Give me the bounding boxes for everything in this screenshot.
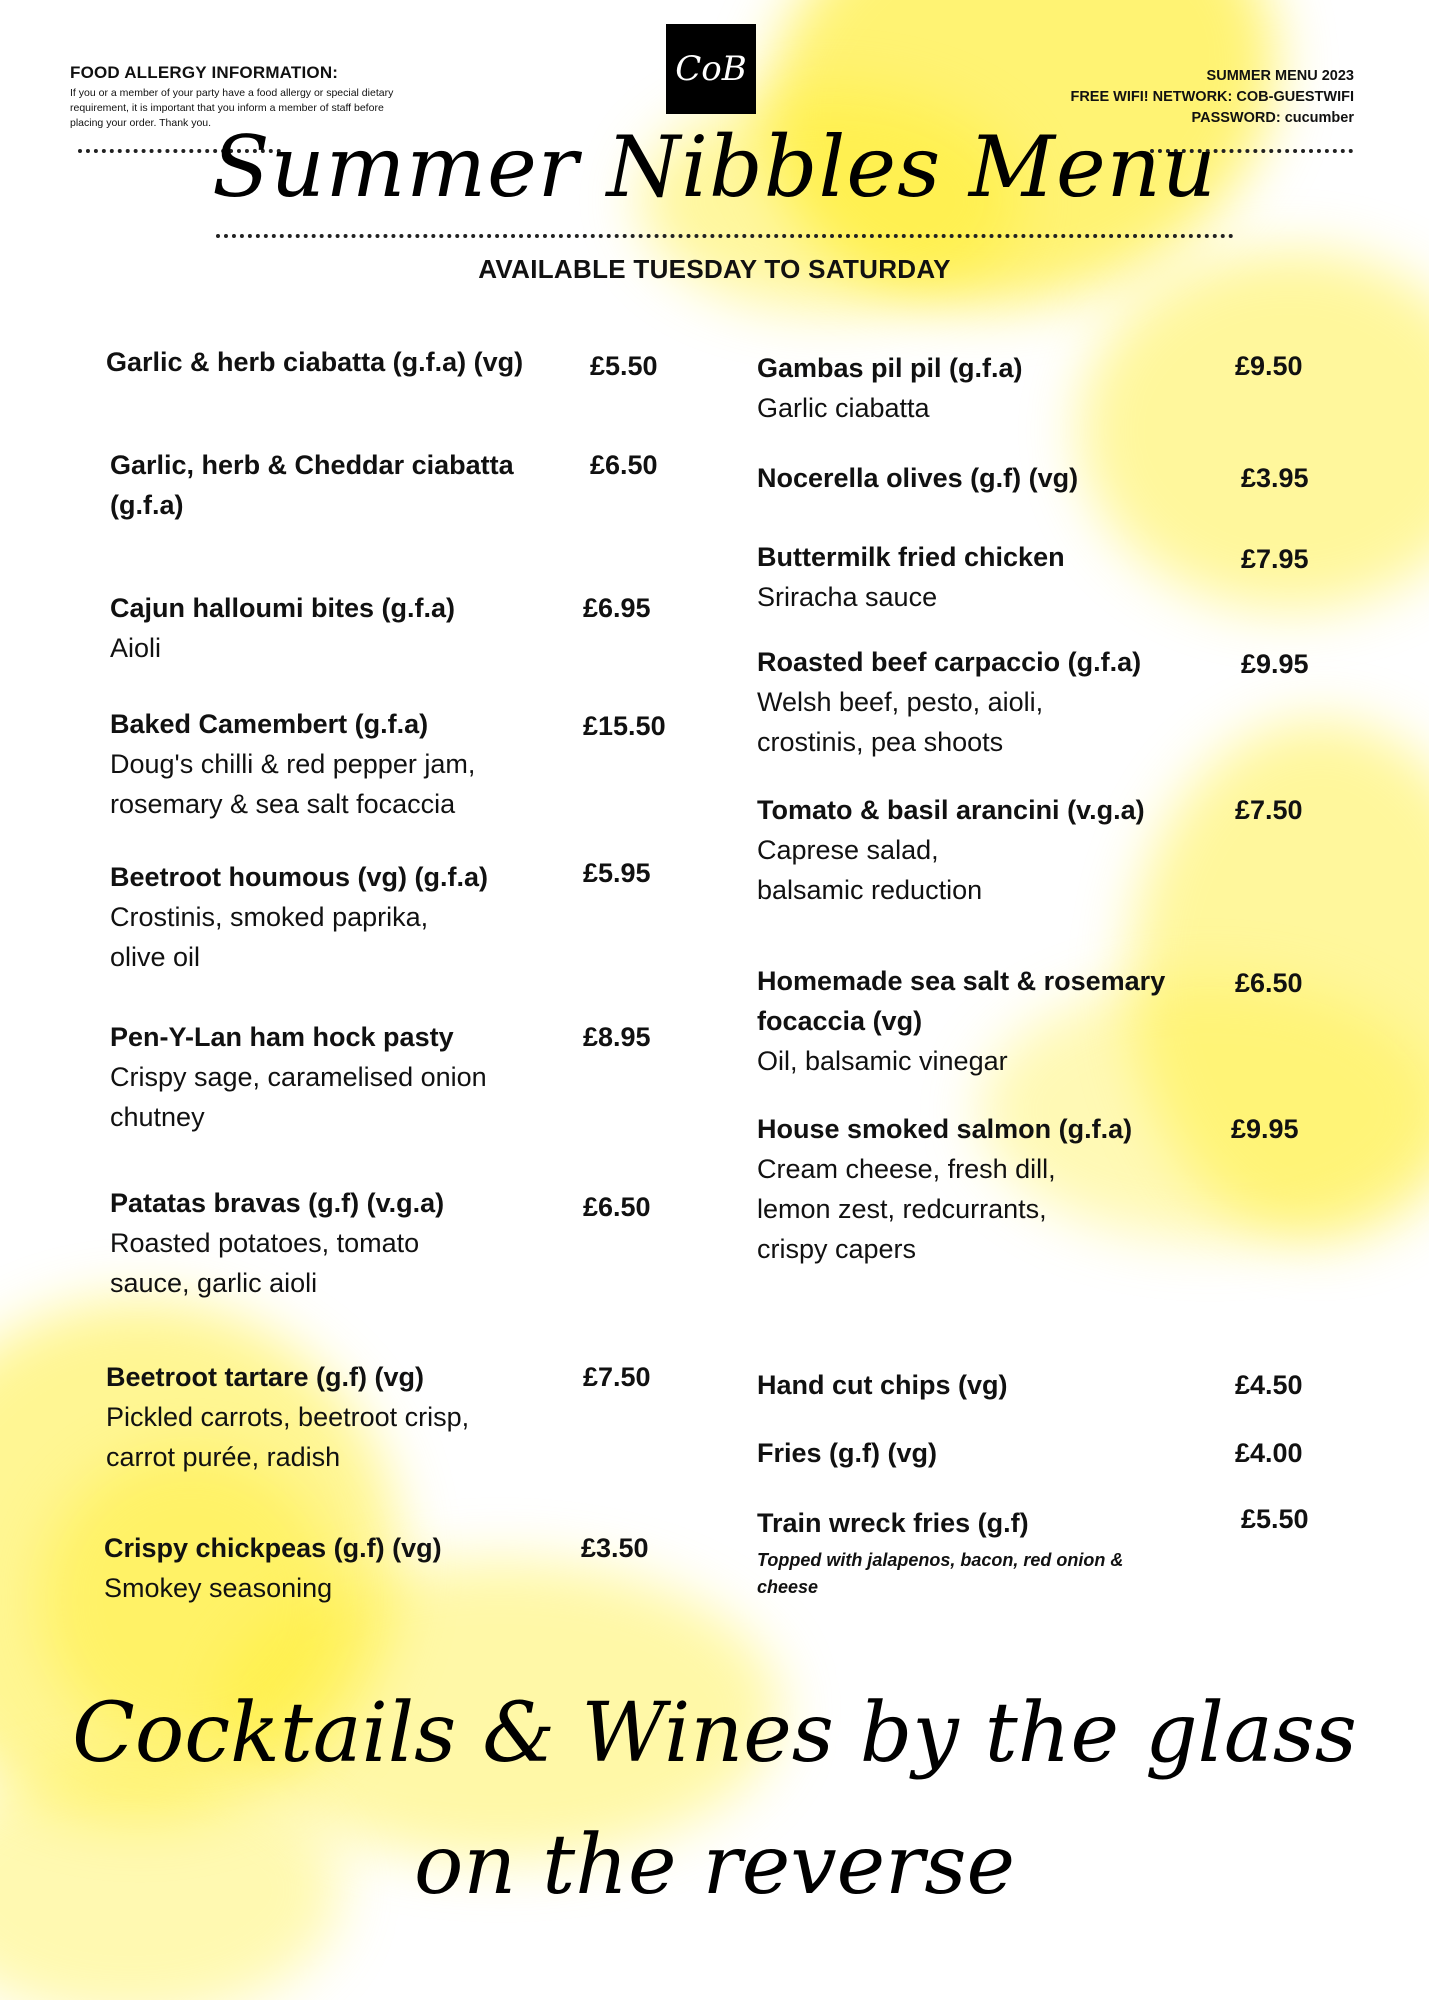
item-price: £15.50 xyxy=(583,711,666,741)
page-title: Summer Nibbles Menu xyxy=(212,118,1217,216)
item-price: £3.50 xyxy=(581,1533,649,1563)
item-price: £3.95 xyxy=(1241,463,1309,493)
item-name: Pen-Y-Lan ham hock pasty xyxy=(110,1022,454,1052)
item-description: Welsh beef, pesto, aioli, crostinis, pea shoots xyxy=(757,687,1044,757)
item-price: £5.50 xyxy=(1241,1504,1309,1534)
item-name: Tomato & basil arancini (v.g.a) xyxy=(757,795,1145,825)
item-price: £4.50 xyxy=(1235,1370,1303,1400)
menu-item xyxy=(106,342,666,382)
item-description: Smokey seasoning xyxy=(104,1573,333,1603)
item-name: Homemade sea salt & rosemary focaccia (vg) xyxy=(757,966,1166,1036)
item-name: Nocerella olives (g.f) (vg) xyxy=(757,463,1079,493)
menu-item xyxy=(757,458,1317,498)
item-description: Oil, balsamic vinegar xyxy=(757,1046,1008,1076)
allergy-title: FOOD ALLERGY INFORMATION: xyxy=(70,63,339,82)
item-description: Doug's chilli & red pepper jam, rosemary & sea salt focaccia xyxy=(110,749,476,819)
dotted-divider xyxy=(216,234,1234,238)
availability: AVAILABLE TUESDAY TO SATURDAY xyxy=(478,254,951,284)
item-price: £6.50 xyxy=(590,450,658,480)
menu-item xyxy=(110,588,670,668)
wifi-network: FREE WIFI! NETWORK: COB-GUESTWIFI xyxy=(1070,89,1354,105)
item-name: Cajun halloumi bites (g.f.a) xyxy=(110,593,456,623)
item-price: £4.00 xyxy=(1235,1438,1303,1468)
item-description: Aioli xyxy=(110,633,162,663)
menu-item xyxy=(110,1017,670,1137)
item-name: Buttermilk fried chicken xyxy=(757,542,1065,572)
cob-logo: CoB xyxy=(666,24,756,114)
item-description: Crostinis, smoked paprika, olive oil xyxy=(110,902,429,972)
menu-item xyxy=(757,1503,1317,1601)
item-price: £9.95 xyxy=(1231,1114,1299,1144)
item-name: Patatas bravas (g.f) (v.g.a) xyxy=(110,1188,445,1218)
menu-item xyxy=(104,1528,664,1608)
item-description: Garlic ciabatta xyxy=(757,393,930,423)
menu-item xyxy=(757,1433,1317,1473)
menu-item xyxy=(110,1183,670,1303)
item-name: Beetroot houmous (vg) (g.f.a) xyxy=(110,862,488,892)
item-price: £9.95 xyxy=(1241,649,1309,679)
menu-item xyxy=(757,537,1317,617)
item-price: £7.95 xyxy=(1241,544,1309,574)
item-description: Cream cheese, fresh dill, lemon zest, redcurrants, crispy capers xyxy=(757,1154,1056,1264)
item-price: £6.50 xyxy=(1235,968,1303,998)
item-name: Garlic & herb ciabatta (g.f.a) (vg) xyxy=(106,347,524,377)
item-name: Roasted beef carpaccio (g.f.a) xyxy=(757,647,1142,677)
allergy-text: If you or a member of your party have a food allergy or special dietary requirement, it is important that you inform a member of staff before placing your order. Thank you. xyxy=(70,87,394,129)
menu-item xyxy=(110,857,670,977)
menu-item xyxy=(757,642,1317,762)
item-price: £6.95 xyxy=(583,593,651,623)
item-price: £9.50 xyxy=(1235,351,1303,381)
item-description: Crispy sage, caramelised onion chutney xyxy=(110,1062,487,1132)
menu-item xyxy=(110,704,670,824)
item-price: £6.50 xyxy=(583,1192,651,1222)
menu-item xyxy=(757,1365,1317,1405)
menu-item xyxy=(757,961,1317,1081)
item-description: Pickled carrots, beetroot crisp, carrot purée, radish xyxy=(106,1402,470,1472)
item-description: Caprese salad, balsamic reduction xyxy=(757,835,983,905)
footer-line-1: Cocktails & Wines by the glass xyxy=(72,1686,1357,1781)
item-name: Hand cut chips (vg) xyxy=(757,1370,1008,1400)
item-price: £7.50 xyxy=(583,1362,651,1392)
item-description: Topped with jalapenos, bacon, red onion & cheese xyxy=(757,1550,1124,1597)
item-name: Garlic, herb & Cheddar ciabatta (g.f.a) xyxy=(110,450,514,520)
item-name: House smoked salmon (g.f.a) xyxy=(757,1114,1133,1144)
footer-line-2: on the reverse xyxy=(414,1818,1015,1913)
item-name: Crispy chickpeas (g.f) (vg) xyxy=(104,1533,442,1563)
item-name: Train wreck fries (g.f) xyxy=(757,1508,1029,1538)
menu-item xyxy=(110,445,670,525)
item-description: Roasted potatoes, tomato sauce, garlic aioli xyxy=(110,1228,420,1298)
item-name: Baked Camembert (g.f.a) xyxy=(110,709,429,739)
item-name: Gambas pil pil (g.f.a) xyxy=(757,353,1023,383)
item-price: £5.95 xyxy=(583,858,651,888)
menu-item xyxy=(757,1109,1317,1269)
menu-edition: SUMMER MENU 2023 xyxy=(1206,68,1354,84)
menu-item xyxy=(106,1357,666,1477)
item-description: Sriracha sauce xyxy=(757,582,938,612)
menu-item xyxy=(757,790,1317,910)
item-name: Fries (g.f) (vg) xyxy=(757,1438,937,1468)
wifi-password: PASSWORD: cucumber xyxy=(1191,110,1354,126)
item-price: £5.50 xyxy=(590,351,658,381)
item-price: £8.95 xyxy=(583,1022,651,1052)
item-price: £7.50 xyxy=(1235,795,1303,825)
menu-item xyxy=(757,348,1317,428)
item-name: Beetroot tartare (g.f) (vg) xyxy=(106,1362,425,1392)
